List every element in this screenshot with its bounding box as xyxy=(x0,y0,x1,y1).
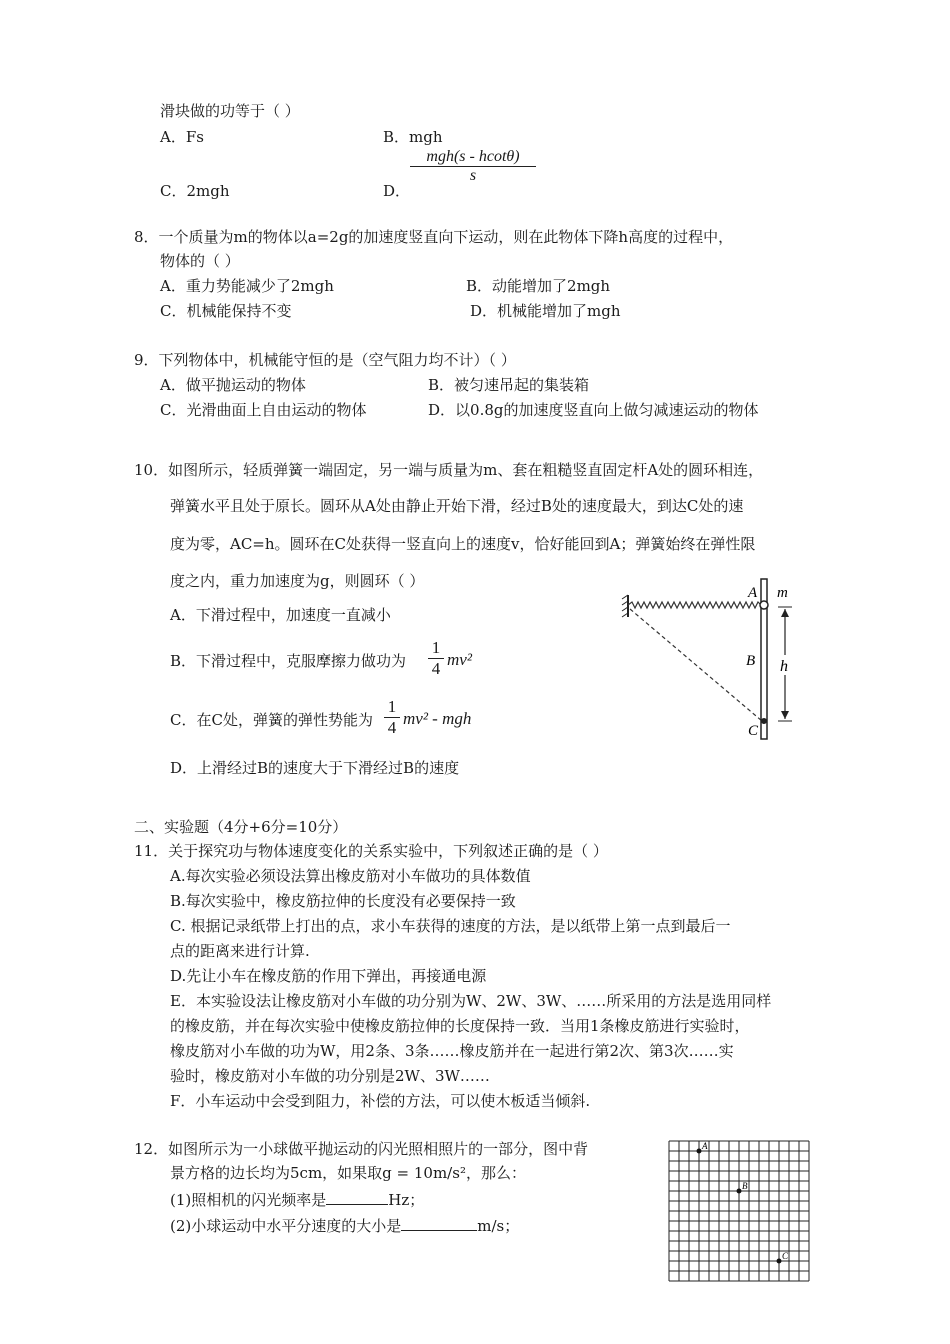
point-c-dot xyxy=(777,1259,782,1264)
q9-line1: 9．下列物体中，机械能守恒的是（空气阻力均不计）（ ） xyxy=(134,351,516,369)
q7-d-denominator: s xyxy=(469,167,477,184)
q10-b-denominator: 4 xyxy=(431,659,441,678)
q10-line2: 弹簧水平且处于原长。圆环从A处由静止开始下滑，经过B处的速度最大，到达C处的速 xyxy=(170,497,744,515)
q10-fig-label-h: h xyxy=(780,658,788,675)
q11-option-e2: 的橡皮筋，并在每次实验中使橡皮筋拉伸的长度保持一致．当用1条橡皮筋进行实验时， xyxy=(170,1017,750,1035)
q10-option-c-tail: mv² - mgh xyxy=(403,709,472,728)
q12-part1-prefix: (1)照相机的闪光频率是 xyxy=(170,1191,327,1209)
q12-part1-suffix: Hz； xyxy=(388,1191,425,1209)
q8-option-a: A．重力势能减少了2mgh xyxy=(160,277,334,295)
q12-part1-answer-blank[interactable] xyxy=(326,1190,388,1205)
q11-option-e3: 橡皮筋对小车做的功为W，用2条、3条……橡皮筋并在一起进行第2次、第3次……实 xyxy=(170,1042,734,1060)
q11-option-a: A.每次实验必须设法算出橡皮筋对小车做功的具体数值 xyxy=(170,867,531,885)
q8-option-b: B．动能增加了2mgh xyxy=(466,277,611,295)
q10-b-numerator: 1 xyxy=(428,638,444,659)
q8-line1: 8．一个质量为m的物体以a=2g的加速度竖直向下运动，则在此物体下降h高度的过程中， xyxy=(134,228,734,246)
q10-spring-rod-figure xyxy=(620,575,810,745)
q7-stem-tail: 滑块做的功等于（ ） xyxy=(160,102,300,120)
q12-part2 xyxy=(170,1216,519,1235)
q11-option-c1: C. 根据记录纸带上打出的点，求小车获得的速度的方法，是以纸带上第一点到最后一 xyxy=(170,917,731,935)
q9-option-d: D．以0.8g的加速度竖直向上做匀减速运动的物体 xyxy=(428,401,759,419)
q7-option-d-fraction xyxy=(410,148,536,185)
point-b-dot xyxy=(737,1189,742,1194)
q10-option-b-tail: mv² xyxy=(447,650,472,669)
point-c-label: C xyxy=(782,1251,789,1261)
q10-fig-label-b: B xyxy=(746,653,756,669)
point-a-dot xyxy=(697,1149,702,1154)
q7-option-d-label: D． xyxy=(383,182,411,200)
q10-line4: 度之内，重力加速度为g，则圆环（ ） xyxy=(170,572,425,590)
q11-option-d: D.先让小车在橡皮筋的作用下弹出，再接通电源 xyxy=(170,967,487,985)
q10-line3: 度为零，AC=h。圆环在C处获得一竖直向上的速度v，恰好能回到A；弹簧始终在弹性限 xyxy=(170,535,756,553)
q9-option-c: C．光滑曲面上自由运动的物体 xyxy=(160,401,367,419)
q7-option-a: A．Fs xyxy=(160,128,204,146)
q12-part2-suffix: m/s； xyxy=(477,1217,520,1235)
q7-d-numerator: mgh(s - hcotθ) xyxy=(410,148,536,167)
q10-option-d: D．上滑经过B的速度大于下滑经过B的速度 xyxy=(170,759,460,777)
q12-part1 xyxy=(170,1190,424,1209)
q10-fig-label-m: m xyxy=(777,585,788,601)
q12-part2-prefix: (2)小球运动中水平分速度的大小是 xyxy=(170,1217,402,1235)
q10-option-a: A．下滑过程中，加速度一直减小 xyxy=(170,606,391,624)
section2-title: 二、实验题（4分+6分=10分） xyxy=(134,818,348,836)
q11-option-c2: 点的距离来进行计算. xyxy=(170,942,310,960)
q8-option-d: D．机械能增加了mgh xyxy=(470,302,621,320)
q12-line1: 12．如图所示为一小球做平抛运动的闪光照相照片的一部分，图中背 xyxy=(134,1140,589,1158)
q9-option-a: A．做平抛运动的物体 xyxy=(160,376,306,394)
q10-line1: 10．如图所示，轻质弹簧一端固定，另一端与质量为m、套在粗糙竖直固定杆A处的圆环相连， xyxy=(134,461,764,479)
q11-line1: 11．关于探究功与物体速度变化的关系实验中，下列叙述正确的是（ ） xyxy=(134,842,608,860)
point-b-label: B xyxy=(742,1181,748,1191)
q7-option-c: C．2mgh xyxy=(160,182,230,200)
q11-option-e1: E．本实验设法让橡皮筋对小车做的功分别为W、2W、3W、……所采用的方法是选用同样 xyxy=(170,992,772,1010)
q7-option-b: B．mgh xyxy=(383,128,443,146)
q11-option-f: F．小车运动中会受到阻力，补偿的方法，可以使木板适当倾斜. xyxy=(170,1092,591,1110)
q10-fig-label-c: C xyxy=(748,723,759,739)
q8-line2: 物体的（ ） xyxy=(160,252,240,270)
q10-option-b-text: B．下滑过程中，克服摩擦力做功为 xyxy=(170,652,407,670)
q10-c-numerator: 1 xyxy=(384,697,400,718)
q12-grid-figure xyxy=(668,1140,810,1284)
q10-c-denominator: 4 xyxy=(387,718,397,737)
q10-c-fraction xyxy=(384,697,400,738)
q9-option-b: B．被匀速吊起的集装箱 xyxy=(428,376,590,394)
q8-option-c: C．机械能保持不变 xyxy=(160,302,292,320)
q12-part2-answer-blank[interactable] xyxy=(401,1216,477,1231)
point-a-label: A xyxy=(702,1141,708,1151)
q11-option-b: B.每次实验中，橡皮筋拉伸的长度没有必要保持一致 xyxy=(170,892,516,910)
q10-option-c-text: C．在C处，弹簧的弹性势能为 xyxy=(170,711,373,729)
q10-b-fraction xyxy=(428,638,444,679)
q10-fig-label-a: A xyxy=(748,585,758,601)
q11-option-e4: 验时，橡皮筋对小车做的功分别是2W、3W…… xyxy=(170,1067,490,1085)
q12-line2: 景方格的边长均为5cm，如果取g = 10m/s²，那么： xyxy=(170,1164,526,1182)
